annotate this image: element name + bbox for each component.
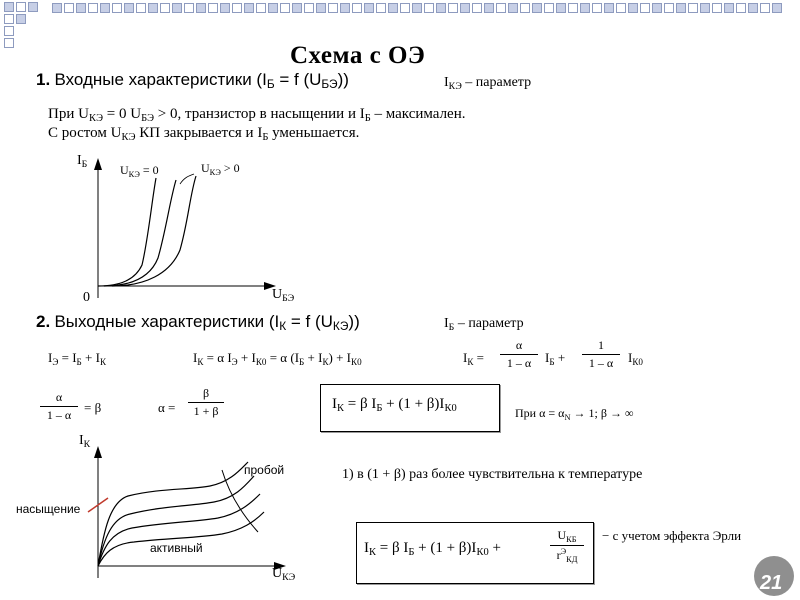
formula-box-ik-text: $I_К = \beta$ $I_Б + (1 + \beta)I_{К0}$ (332, 396, 457, 414)
graph1-curve-uke-0 (98, 178, 156, 286)
formula-ik-derived-lhs: $I_К$ = (463, 350, 485, 367)
temperature-note: 1) в (1 + β) раз более чувствительна к температуре (342, 467, 643, 482)
graph2-curve-4 (98, 512, 264, 566)
formula-ik-ik0: $I_{К0}$ (628, 350, 643, 367)
graph1-curve-label-1: $U_{КЭ} = 0$ (120, 163, 159, 179)
graph2-y-arrow (94, 446, 102, 458)
early-effect-note: − с учетом эффекта Эрли (602, 528, 742, 543)
graph2-y-label: $I_К$ (79, 433, 91, 450)
formula-ik: $I_К = \alpha$ $I_Э + I_{К0} = \alpha$ $(I_Б + I_К) + I_{К0}$ (193, 350, 362, 367)
formula-alpha-lhs: α = (158, 400, 176, 415)
formula-ik-frac1: α 1 – α (500, 338, 538, 371)
graph2-label-active: активный (150, 541, 203, 555)
graph1-y-arrow (94, 158, 102, 170)
formula-ik-ib: $I_Б$ + (545, 350, 566, 367)
formula-beta-frac: α 1 – α (40, 390, 78, 423)
section1-line2: С ростом $U_{КЭ}$ КП закрывается и $I_Б$ уменьшается. (48, 125, 360, 143)
graph1-label-pointer (180, 174, 194, 184)
graph2-x-label: $U_{КЭ}$ (272, 566, 296, 583)
formula-beta-rhs: = β (84, 400, 102, 415)
section1-parameter: $I_{КЭ}$ – параметр (444, 75, 532, 92)
graph1-curve-label-2: $U_{КЭ} > 0$ (201, 161, 240, 177)
graph2-label-breakdown: пробой (244, 463, 285, 477)
graph1-origin: 0 (83, 290, 90, 305)
formula-ik-frac2: 1 1 – α (582, 338, 620, 371)
graph1-x-label: $U_{БЭ}$ (272, 287, 295, 304)
input-characteristics-graph (60, 150, 290, 310)
graph2-label-saturation: насыщение (16, 502, 81, 516)
formula-alpha-frac: β 1 + β (188, 386, 224, 419)
formula-early-frac: $U_{КБ}$ $r^Э_{КД}$ (550, 528, 584, 564)
formula-box-early-text: $I_К = \beta$ $I_Б + (1 + \beta)I_{К0}$ + (364, 540, 501, 558)
section1-heading: 1. Входные характеристики ($I_Б = f$ $(U_{БЭ})$) (36, 70, 349, 91)
limit-note: При $\alpha = \alpha_N \to 1$; β → ∞ (515, 406, 634, 422)
page-number: 21 (760, 572, 783, 594)
graph1-y-label: $I_Б$ (77, 153, 88, 170)
page-title: Схема с ОЭ (290, 42, 426, 69)
section2-heading: 2. Выходные характеристики ($I_К = f$ $(U_{КЭ})$) (36, 312, 360, 333)
formula-ie: $I_Э = I_Б + I_К$ (48, 350, 107, 367)
section2-parameter: $I_Б$ – параметр (444, 316, 524, 333)
section1-line1: При $U_{КЭ} = 0$ $U_{БЭ} > 0$, транзистор в насыщении и $I_Б$ – максимален. (48, 106, 466, 124)
